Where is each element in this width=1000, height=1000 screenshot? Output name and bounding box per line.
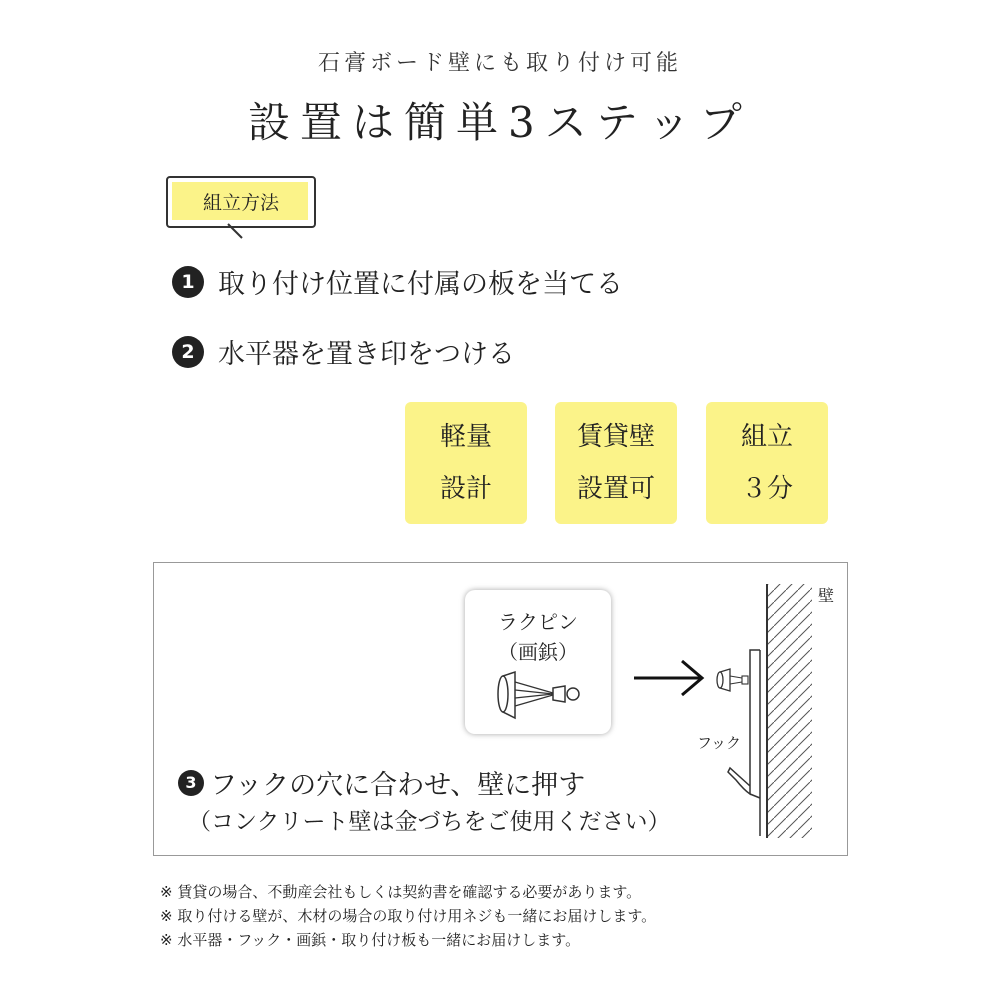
tag-pointer-tail bbox=[228, 224, 246, 242]
step-number-1: 1 bbox=[172, 266, 204, 298]
badge-assembly-time bbox=[706, 402, 828, 524]
step-2 bbox=[172, 332, 515, 371]
note-line: ※ 取り付ける壁が、木材の場合の取り付け用ネジも一緒にお届けします。 bbox=[160, 907, 657, 925]
badge-rental-wall bbox=[555, 402, 677, 524]
wall-label: 壁 bbox=[818, 586, 835, 605]
pushpin-icon bbox=[493, 668, 593, 726]
badge-line: 賃貸壁 bbox=[576, 422, 655, 452]
badge-line: 軽量 bbox=[439, 422, 492, 452]
badge-line: 設置可 bbox=[576, 474, 655, 504]
wall-hook-diagram bbox=[714, 578, 847, 855]
badge-lightweight bbox=[405, 402, 527, 524]
hook-label: フック bbox=[697, 734, 741, 752]
card-label-pushpin: ラクピン bbox=[498, 610, 578, 634]
step-number-2: 2 bbox=[172, 336, 204, 368]
step-1 bbox=[172, 262, 623, 301]
arrow-right-icon bbox=[632, 659, 708, 697]
badge-line: 設計 bbox=[439, 474, 492, 504]
step-text-1: 取り付け位置に付属の板を当てる bbox=[218, 269, 623, 300]
step-text-2: 水平器を置き印をつける bbox=[218, 339, 515, 370]
tag-label: 組立方法 bbox=[202, 192, 279, 214]
step-text-3: フックの穴に合わせ、壁に押す bbox=[210, 770, 586, 801]
note-line: ※ 水平器・フック・画鋲・取り付け板も一緒にお届けします。 bbox=[160, 931, 581, 949]
step-number-3: 3 bbox=[178, 770, 204, 796]
assembly-method-tag bbox=[166, 176, 316, 228]
notes bbox=[160, 880, 656, 952]
badge-line: ３分 bbox=[740, 474, 793, 504]
note-line: ※ 賃貸の場合、不動産会社もしくは契約書を確認する必要があります。 bbox=[160, 883, 642, 901]
badge-line: 組立 bbox=[740, 422, 793, 452]
card-label-thumbtack: （画鋲） bbox=[498, 640, 578, 664]
pushpin-card bbox=[465, 590, 611, 734]
header-subtitle: 石膏ボード壁にも取り付け可能 bbox=[317, 51, 682, 76]
step-3-panel bbox=[153, 562, 848, 856]
step-3-note: （コンクリート壁は金づちをご使用ください） bbox=[188, 809, 671, 835]
step-3 bbox=[178, 763, 585, 802]
page-title: 設置は簡単3ステップ bbox=[248, 98, 752, 147]
